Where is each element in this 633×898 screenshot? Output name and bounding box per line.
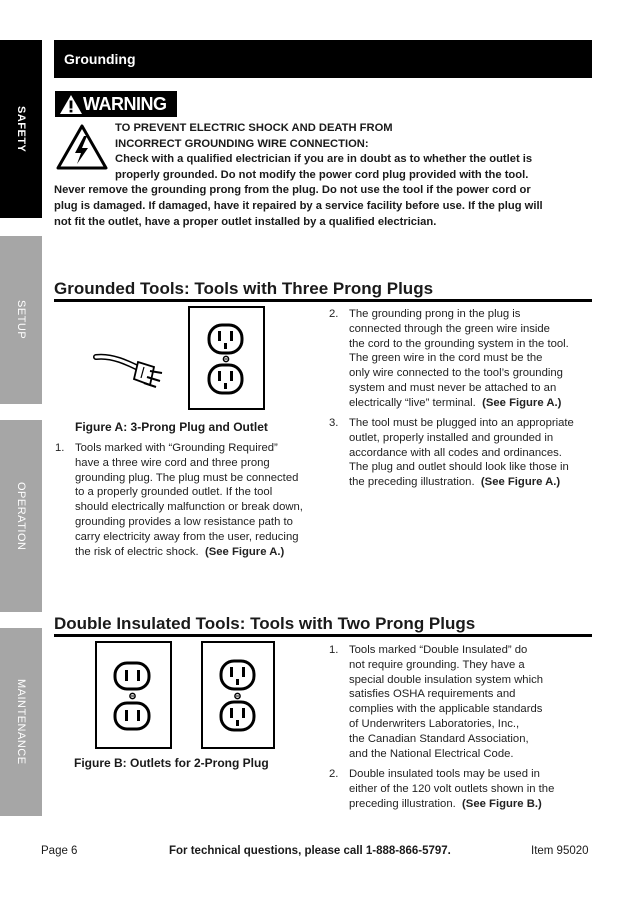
list-number: 2. bbox=[329, 768, 339, 780]
list-line: only wire connected to the tool’s grounding bbox=[349, 367, 563, 380]
three-prong-outlet-icon bbox=[202, 642, 274, 748]
list-line: the cord to the grounding system in the tool. bbox=[349, 337, 569, 350]
list-line: the preceding illustration. bbox=[349, 476, 475, 489]
section-header bbox=[54, 40, 592, 78]
warning-line: plug is damaged. If damaged, have it repaired by a service facility before use. If the plug will bbox=[54, 199, 543, 212]
list-line: grounding plug. The plug must be connected bbox=[75, 471, 299, 484]
figure-b-illustration bbox=[95, 641, 275, 751]
list-line: accordance with all codes and ordinances. bbox=[349, 446, 562, 459]
warning-line: TO PREVENT ELECTRIC SHOCK AND DEATH FROM bbox=[115, 122, 393, 134]
list-line: connected through the green wire inside bbox=[349, 322, 550, 335]
figure-reference: (See Figure A.) bbox=[204, 545, 285, 558]
item-number: Item 95020 bbox=[531, 845, 589, 857]
list-line: satisfies OSHA requirements and bbox=[349, 688, 516, 701]
figure-reference: (See Figure B.) bbox=[462, 797, 542, 810]
list-line: to a properly grounded outlet. If the tool bbox=[75, 486, 273, 499]
list-line: carry electricity away from the user, reducing bbox=[75, 530, 299, 543]
list-line: The tool must be plugged into an appropriate bbox=[349, 417, 574, 429]
list-line: the Canadian Standard Association, bbox=[349, 732, 529, 745]
list-line: not require grounding. They have a bbox=[349, 658, 525, 671]
list-line: Tools marked with “Grounding Required” bbox=[75, 442, 278, 454]
warning-line: Never remove the grounding prong from the plug. Do not use the tool if the power cord or bbox=[54, 184, 531, 197]
three-prong-outlet-icon bbox=[189, 307, 264, 409]
tab-operation-label: OPERATION bbox=[15, 481, 27, 551]
tab-safety-label: SAFETY bbox=[15, 105, 27, 153]
warning-triangle-icon bbox=[59, 94, 83, 115]
list-line: The green wire in the cord must be the bbox=[349, 352, 543, 365]
list-line: outlet, properly installed and grounded in bbox=[349, 431, 554, 444]
figure-reference: (See Figure A.) bbox=[482, 396, 562, 409]
warning-text bbox=[54, 121, 594, 230]
page-number: Page 6 bbox=[41, 845, 78, 857]
list-line: Tools marked “Double Insulated” do bbox=[349, 644, 528, 656]
tab-operation bbox=[0, 420, 42, 612]
section-divider bbox=[54, 634, 592, 637]
tab-maintenance bbox=[0, 628, 42, 816]
list-item bbox=[329, 416, 599, 490]
warning-line: INCORRECT GROUNDING WIRE CONNECTION: bbox=[115, 137, 369, 150]
figure-a-illustration bbox=[92, 305, 282, 415]
list-number: 1. bbox=[55, 442, 65, 454]
warning-label: WARNING bbox=[83, 93, 167, 114]
double-insulated-heading: Double Insulated Tools: Tools with Two Prong Plugs bbox=[54, 614, 476, 633]
warning-badge bbox=[55, 91, 177, 117]
list-number: 2. bbox=[329, 308, 339, 320]
list-number: 1. bbox=[329, 644, 339, 656]
list-line: electrically “live” terminal. bbox=[349, 396, 476, 409]
figure-b-caption: Figure B: Outlets for 2-Prong Plug bbox=[74, 756, 269, 770]
three-prong-plug-icon bbox=[96, 357, 162, 387]
list-line: special double insulation system which bbox=[349, 673, 544, 686]
tab-maintenance-label: MAINTENANCE bbox=[15, 679, 27, 765]
tab-safety bbox=[0, 40, 42, 218]
list-number: 3. bbox=[329, 417, 339, 429]
tab-setup bbox=[0, 236, 42, 404]
list-item bbox=[55, 441, 325, 559]
warning-line: Check with a qualified electrician if you are in doubt as to whether the outlet is bbox=[115, 153, 533, 166]
figure-reference: (See Figure A.) bbox=[480, 476, 561, 489]
list-line: The grounding prong in the plug is bbox=[349, 308, 521, 320]
list-line: complies with the applicable standards bbox=[349, 703, 543, 716]
warning-line: properly grounded. Do not modify the power cord plug provided with the tool. bbox=[115, 168, 529, 181]
list-item bbox=[329, 643, 599, 761]
section-divider bbox=[54, 299, 592, 302]
list-line: and the National Electrical Code. bbox=[349, 747, 514, 760]
tab-setup-label: SETUP bbox=[15, 300, 27, 340]
list-line: should electrically malfunction or break down, bbox=[75, 501, 303, 514]
list-item bbox=[329, 307, 599, 411]
list-line: of Underwriters Laboratories, Inc., bbox=[349, 717, 520, 730]
list-item bbox=[329, 767, 599, 811]
list-line: grounding provides a low resistance path to bbox=[75, 515, 293, 528]
list-line: Double insulated tools may be used in bbox=[349, 768, 540, 780]
two-prong-outlet-icon bbox=[96, 642, 171, 748]
list-line: have a three wire cord and three prong bbox=[75, 456, 270, 469]
warning-line: not fit the outlet, have a proper outlet installed by a qualified electrician. bbox=[54, 215, 437, 228]
list-line: system and must never be attached to an bbox=[349, 381, 557, 394]
figure-a-caption: Figure A: 3-Prong Plug and Outlet bbox=[75, 420, 268, 434]
list-line: either of the 120 volt outlets shown in the bbox=[349, 782, 555, 795]
list-line: The plug and outlet should look like those in bbox=[349, 461, 569, 474]
list-line: preceding illustration. bbox=[349, 797, 456, 810]
grounded-tools-heading: Grounded Tools: Tools with Three Prong Plugs bbox=[54, 279, 434, 298]
section-title: Grounding bbox=[64, 51, 136, 67]
list-line: the risk of electric shock. bbox=[75, 545, 199, 558]
support-contact: For technical questions, please call 1-888-866-5797. bbox=[169, 845, 451, 857]
